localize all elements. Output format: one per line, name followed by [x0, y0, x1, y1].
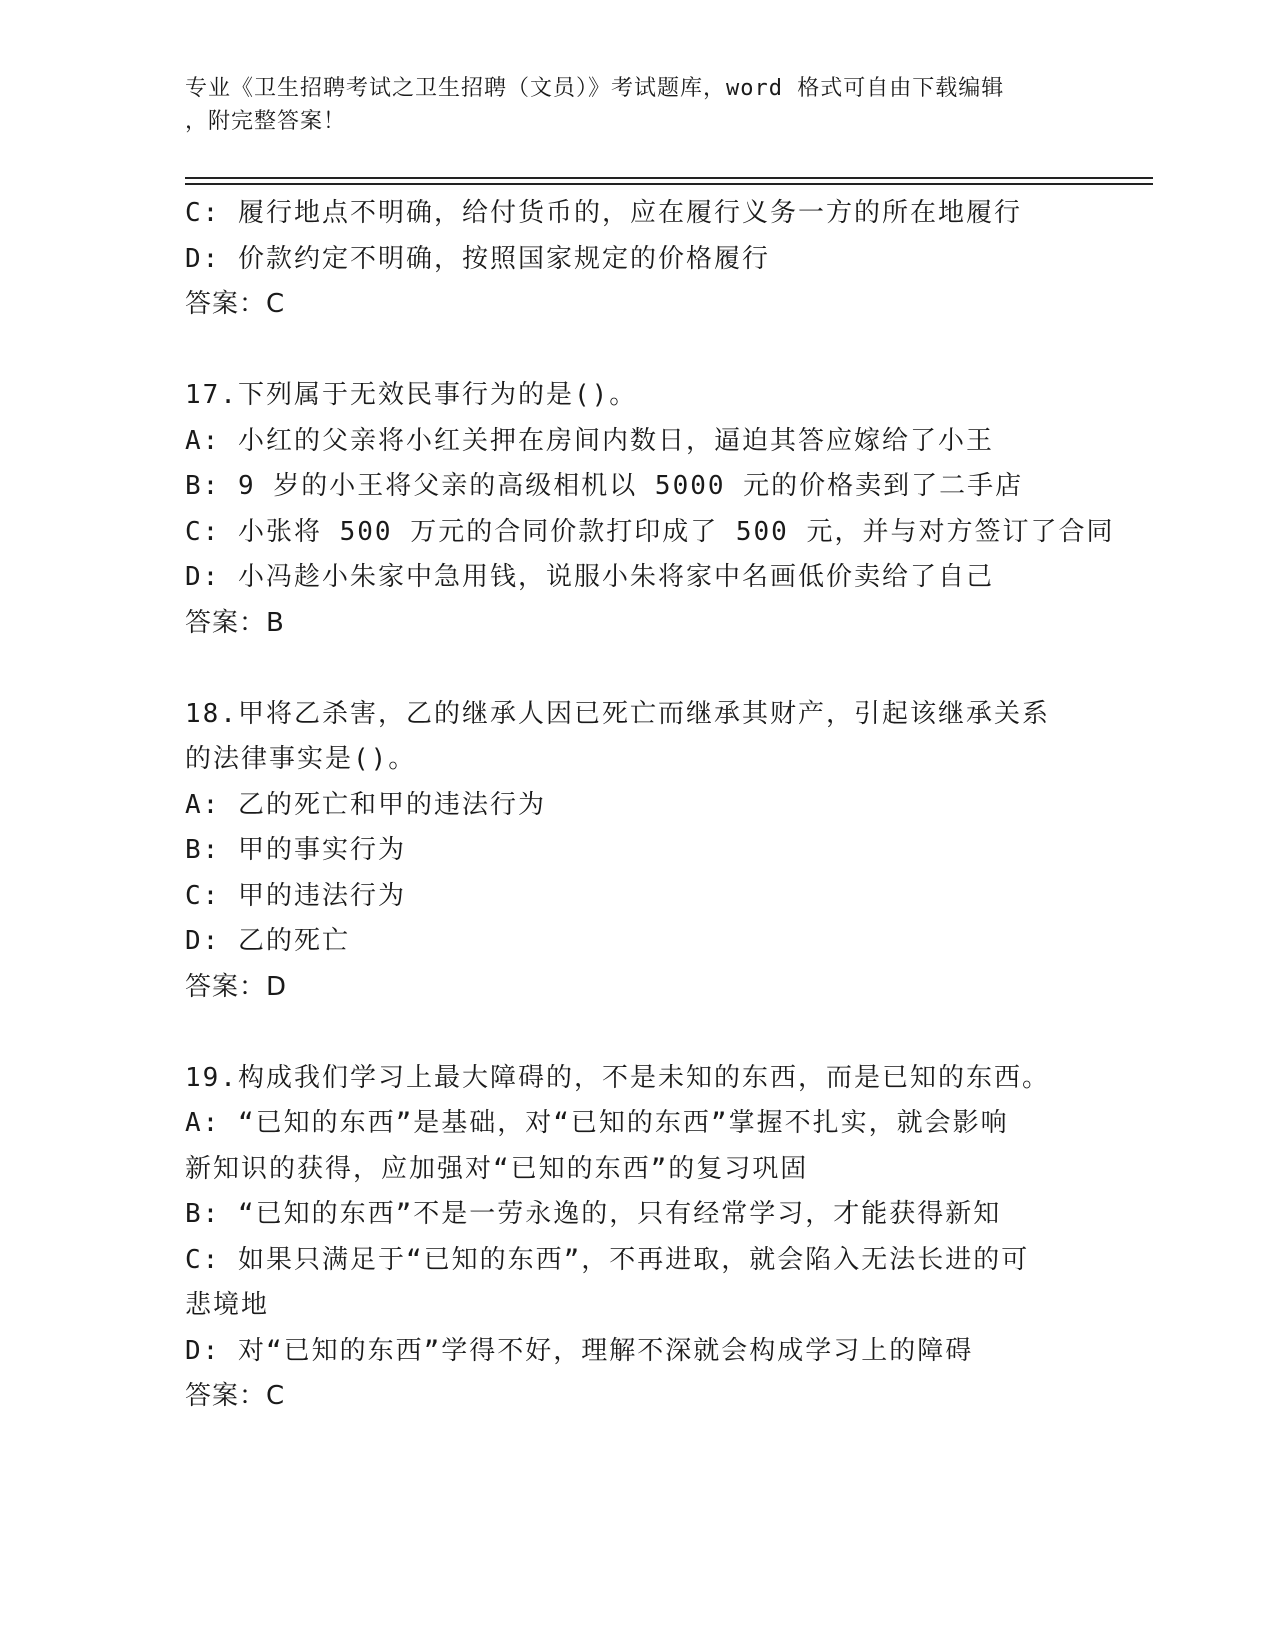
- question-17: [185, 373, 1115, 646]
- option-d: D: 对“已知的东西”学得不好，理解不深就会构成学习上的障碍: [185, 1335, 974, 1366]
- option-a: A: 乙的死亡和甲的违法行为: [185, 789, 546, 820]
- question-stem-line-2: 的法律事实是()。: [185, 744, 417, 774]
- question-content: [185, 191, 1115, 1420]
- question-stem: 19.构成我们学习上最大障碍的，不是未知的东西，而是已知的东西。: [185, 1062, 1050, 1093]
- header-line-1: 专业《卫生招聘考试之卫生招聘（文员）》考试题库，word 格式可自由下载编辑: [185, 76, 1005, 101]
- question-16-continued: [185, 191, 1085, 328]
- answer: 答案：D: [185, 971, 288, 1002]
- document-header: [185, 72, 1065, 138]
- question-stem: 17.下列属于无效民事行为的是()。: [185, 380, 638, 410]
- option-c-line-1: C: 如果只满足于“已知的东西”，不再进取，就会陷入无法长进的可: [185, 1244, 1030, 1275]
- option-c: C: 小张将 500 万元的合同价款打印成了 500 元，并与对方签订了合同: [185, 516, 1115, 547]
- header-divider-bottom: [185, 183, 1153, 185]
- option-b: B: 甲的事实行为: [185, 835, 406, 865]
- header-line-2: ，附完整答案！: [185, 109, 347, 134]
- option-a-line-2: 新知识的获得，应加强对“已知的东西”的复习巩固: [185, 1153, 809, 1184]
- option-c: C: 甲的违法行为: [185, 880, 406, 911]
- question-19: [185, 1056, 1085, 1420]
- option-a: A: 小红的父亲将小红关押在房间内数日，逼迫其答应嫁给了小王: [185, 425, 994, 456]
- option-b: B: 9 岁的小王将父亲的高级相机以 5000 元的价格卖到了二手店: [185, 471, 1024, 501]
- question-stem-line-1: 18.甲将乙杀害，乙的继承人因已死亡而继承其财产，引起该继承关系: [185, 698, 1050, 729]
- option-a-line-1: A: “已知的东西”是基础，对“已知的东西”掌握不扎实，就会影响: [185, 1108, 1009, 1138]
- question-18: [185, 692, 1085, 1011]
- option-d: D: 乙的死亡: [185, 926, 350, 956]
- answer: 答案：B: [185, 607, 285, 638]
- header-divider-top: [185, 177, 1153, 179]
- option-d: D: 价款约定不明确，按照国家规定的价格履行: [185, 243, 770, 274]
- option-b: B: “已知的东西”不是一劳永逸的，只有经常学习，才能获得新知: [185, 1199, 1002, 1229]
- answer: 答案：C: [185, 1381, 286, 1411]
- option-c: C: 履行地点不明确，给付货币的，应在履行义务一方的所在地履行: [185, 198, 1022, 228]
- option-d: D: 小冯趁小朱家中急用钱，说服小朱将家中名画低价卖给了自己: [185, 562, 994, 592]
- answer: 答案：C: [185, 289, 286, 319]
- option-c-line-2: 悲境地: [185, 1290, 270, 1320]
